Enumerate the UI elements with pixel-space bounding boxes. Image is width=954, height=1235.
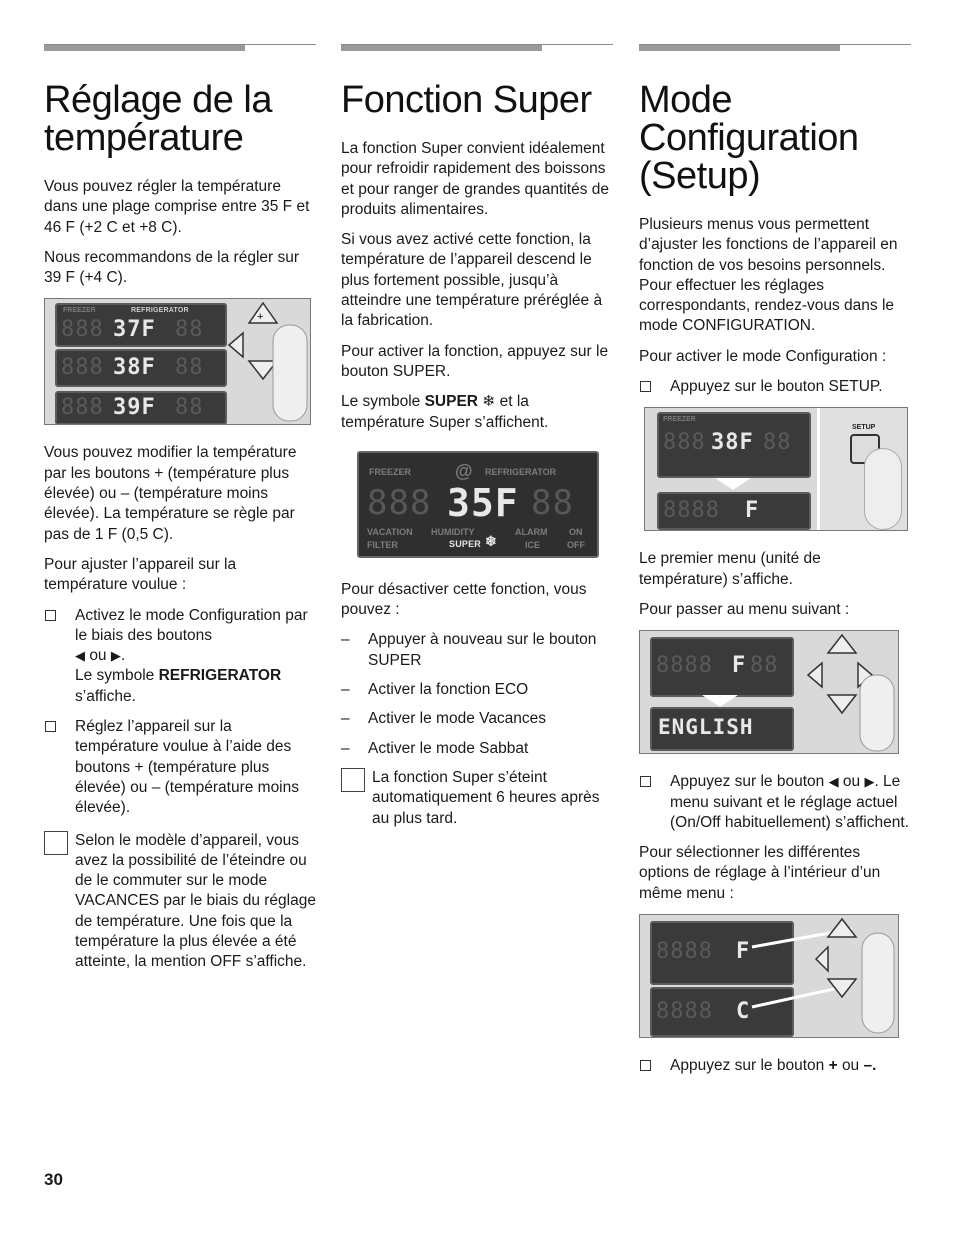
paragraph: Le premier menu (unité de température) s’affiche.: [639, 550, 821, 588]
note-icon: [44, 831, 68, 855]
lcd-display: 888 38F 88: [55, 349, 227, 387]
unit-reading: F: [732, 653, 747, 679]
section-title: Réglage de la température: [44, 79, 273, 159]
dash-item: – Activer le mode Vacances: [341, 710, 547, 728]
section-rule: [44, 44, 316, 53]
unit-reading: F: [736, 939, 751, 965]
paragraph: La fonction Super convient idéalement pour refroidir rapidement des boissons et pour ranger de grandes quantités de produits alimentaires.: [341, 140, 609, 218]
paragraph: Le symbole SUPER ❄ et la température Super s’affichent.: [341, 393, 549, 431]
menu-figure: [639, 630, 899, 754]
temperature-figure: [44, 298, 311, 425]
setup-figure: [644, 407, 908, 531]
right-arrow-icon: ▶: [864, 774, 875, 790]
left-arrow-icon: ◀: [828, 774, 839, 790]
filter-label: FILTER: [367, 539, 398, 550]
refrigerator-label: REFRIGERATOR: [485, 466, 557, 477]
ice-label: ICE: [525, 539, 541, 550]
vacation-label: VACATION: [367, 526, 413, 537]
snowflake-icon: ❄: [482, 393, 496, 411]
section-title: Mode Configuration (Setup): [639, 79, 859, 197]
off-label: OFF: [567, 539, 585, 550]
checkbox-bullet-icon: [45, 721, 56, 732]
note: La fonction Super s’éteint automatiquement 6 heures après au plus tard.: [341, 768, 613, 829]
super-symbol: SUPER: [424, 393, 478, 411]
dash-item: – Appuyer à nouveau sur le bouton SUPER: [341, 631, 597, 669]
lcd-display: 8888 F: [657, 492, 811, 530]
language-reading: ENGLISH: [658, 715, 754, 740]
temperature-reading: 39F: [113, 395, 156, 421]
paragraph: Pour sélectionner les différentes options de réglage à l’intérieur d’un même menu :: [639, 844, 881, 902]
lcd-display: 8888 F: [650, 921, 794, 985]
super-temperature-reading: 35F: [447, 480, 519, 525]
paragraph: Pour passer au menu suivant :: [639, 600, 850, 618]
right-arrow-icon: ▶: [110, 648, 121, 664]
bullet-item: Appuyez sur le bouton ◀ ou ▶. Le menu suivant et le réglage actuel (On/Off habituellement) s’affichent.: [639, 772, 911, 833]
paragraph: Pour désactiver cette fonction, vous pouvez :: [341, 580, 587, 619]
super-display: FREEZER @ REFRIGERATOR 888 35F 88 VACATION HUMIDITY ALARM ON FILTER SUPER ❄ ICE OFF: [357, 451, 599, 558]
paragraph: Vous pouvez modifier la température par les boutons + (température plus élevée) ou – (température moins élevée). La température se règle par pas de 1 F (0,5 C).: [44, 444, 297, 543]
paragraph: Pour ajuster l’appareil sur la température voulue :: [44, 555, 237, 594]
lcd-display: FREEZER REFRIGERATOR 888 37F 88: [55, 303, 227, 347]
lcd-display: 8888 C: [650, 987, 794, 1037]
at-icon: @: [455, 460, 473, 481]
bullet-item: Appuyez sur le bouton + ou –.: [639, 1056, 911, 1076]
paragraph: Si vous avez activé cette fonction, la température de l’appareil descend le plus fortement possible, jusqu’à atteindre une température préréglée à la fabrication.: [341, 231, 603, 330]
note: Selon le modèle d’appareil, vous avez la possibilité de l’éteindre ou de le commuter sur le mode VACANCES par le biais du réglage de température. Une fois que la température la plus élevée a été atteinte, la mention OFF s’affiche.: [44, 831, 316, 973]
control-buttons-illustration: [798, 631, 898, 753]
humidity-label: HUMIDITY: [431, 526, 475, 537]
checkbox-bullet-icon: [640, 776, 651, 787]
section-title: Fonction Super: [341, 79, 592, 121]
column-super: [341, 44, 613, 839]
control-buttons-illustration: [221, 299, 310, 424]
temperature-reading: 37F: [113, 317, 156, 343]
paragraph: Vous pouvez régler la température dans une plage comprise entre 35 F et 46 F (+2 C et +8 C).: [44, 178, 310, 236]
unit-reading: F: [745, 498, 760, 524]
paragraph: Pour activer le mode Configuration :: [639, 347, 887, 365]
svg-text:+: +: [257, 311, 264, 324]
super-indicator: SUPER: [449, 538, 482, 549]
refrigerator-symbol: REFRIGERATOR: [158, 667, 282, 685]
section-rule: [341, 44, 613, 53]
snowflake-icon: ❄: [485, 532, 497, 549]
lcd-display: 8888 F 88: [650, 637, 794, 697]
lcd-display: FREEZER 888 38F 88: [657, 412, 811, 478]
checkbox-bullet-icon: [45, 610, 56, 621]
temperature-reading: 38F: [113, 355, 156, 381]
bullet-item: Appuyez sur le bouton SETUP.: [639, 377, 911, 397]
bullet-item: Réglez l’appareil sur la température voulue à l’aide des boutons + (température plus élevée) ou – (température moins élevée).: [44, 717, 316, 818]
refrigerator-label: REFRIGERATOR: [131, 307, 189, 315]
freezer-label: FREEZER: [369, 466, 412, 477]
left-arrow-icon: ◀: [75, 648, 85, 664]
temperature-reading: 38F: [711, 430, 754, 456]
column-setup: [639, 44, 911, 1086]
option-figure: [639, 914, 899, 1038]
note-icon: [341, 768, 365, 792]
paragraph: Pour activer la fonction, appuyez sur le bouton SUPER.: [341, 342, 609, 380]
bullet-item: Activez le mode Configuration par le biais des boutons ◀ ou ▶. Le symbole REFRIGERATOR s’affiche.: [44, 606, 316, 707]
page-number: 30: [44, 1170, 63, 1189]
paragraph: Nous recommandons de la régler sur 39 F (+4 C).: [44, 248, 300, 287]
paragraph: Plusieurs menus vous permettent d’ajuster les fonctions de l’appareil en fonction de vos besoins personnels. Pour effectuer les réglages correspondants, rendez-vous dans le mode CONFIGURATION.: [639, 216, 898, 335]
dash-item: – Activer la fonction ECO: [341, 681, 529, 699]
checkbox-bullet-icon: [640, 381, 651, 392]
lcd-display: [650, 707, 794, 751]
unit-reading: C: [736, 999, 751, 1025]
column-temperature: [44, 44, 316, 983]
section-rule: [639, 44, 911, 53]
dash-item: – Activer le mode Sabbat: [341, 739, 529, 757]
setup-button-label: SETUP: [852, 424, 876, 432]
checkbox-bullet-icon: [640, 1060, 651, 1071]
on-label: ON: [569, 526, 583, 537]
lcd-display: 888 39F 88: [55, 391, 227, 425]
arrow-overlay: [640, 915, 898, 1037]
alarm-label: ALARM: [515, 526, 548, 537]
